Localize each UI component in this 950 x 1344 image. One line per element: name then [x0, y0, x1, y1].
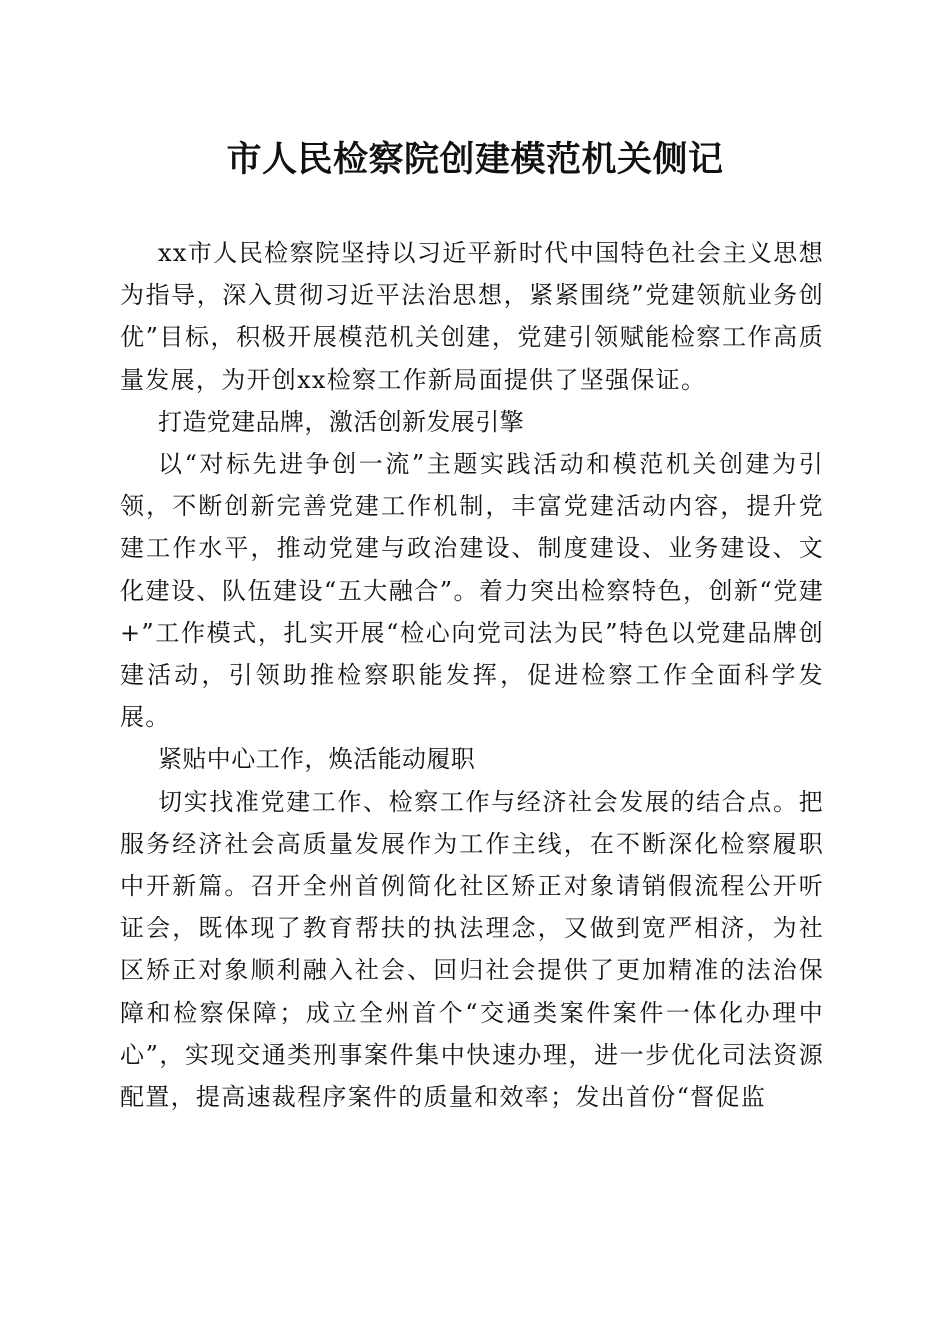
page-title: 市人民检察院创建模范机关侧记 — [226, 139, 724, 180]
section-paragraph-central-work: 切实找准党建工作、检察工作与经济社会发展的结合点。把服务经济社会高质量发展作为工作主线，在不断深化检察履职中开新篇。召开全州首例简化社区矫正对象请销假流程公开听证会，既体现了教育帮扶的执法理念，又做到宽严相济，为社区矫正对象顺利融入社会、回归社会提供了更加精准的法治保障和检察保障；成立全州首个“交通类案件案件一体化办理中心”，实现交通类刑事案件集中快速办理，进一步优化司法资源配置，提高速裁程序案件的质量和效率；发出首份“督促监 — [120, 787, 824, 1112]
intro-paragraph: xx市人民检察院坚持以习近平新时代中国特色社会主义思想为指导，深入贯彻习近平法治思想，紧紧围绕”党建领航业务创优”目标，积极开展模范机关创建，党建引领赋能检察工作高质量发展，为开创xx检察工作新局面提供了坚强保证。 — [120, 239, 824, 394]
section-heading-party-brand: 打造党建品牌，激活创新发展引擎 — [158, 407, 524, 436]
document-body — [120, 232, 824, 1118]
section-paragraph-party-brand: 以“对标先进争创一流”主题实践活动和模范机关创建为引领，不断创新完善党建工作机制，丰富党建活动内容，提升党建工作水平，推动党建与政治建设、制度建设、业务建设、文化建设、队伍建设“五大融合”。着力突出检察特色，创新“党建+”工作模式，扎实开展“检心向党司法为民”特色以党建品牌创建活动，引领助推检察职能发挥，促进检察工作全面科学发展。 — [120, 450, 824, 732]
section-heading-central-work: 紧贴中心工作，焕活能动履职 — [158, 745, 476, 774]
